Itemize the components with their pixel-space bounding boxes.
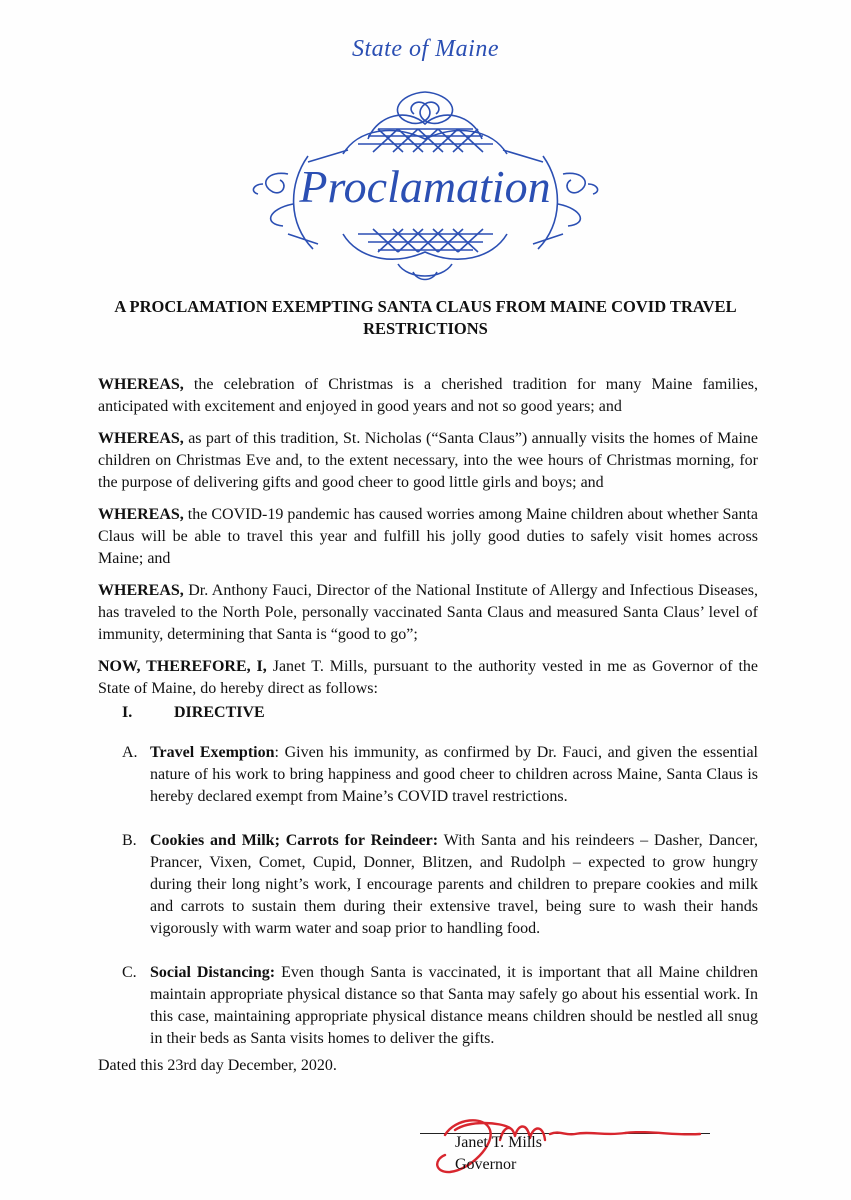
directive-item-c [122,962,758,1050]
signatory-role: Governor [455,1156,517,1173]
item-text: Even though Santa is vaccinated, it is important that all Maine children maintain appropriate physical distance so that Santa may safely go about his essential work. In this case, maintaining appropriate physical distance means children should be nestled all snug in their beds as Santa visits homes to deliver the gifts. [150,964,758,1047]
signatory-name: Janet T. Mills [455,1134,542,1151]
item-letter: B. [122,832,137,849]
paragraph-text: Dr. Anthony Fauci, Director of the National Institute of Allergy and Infectious Diseases, has traveled to the North Pole, personally vaccinated Santa Claus and measured Santa Claus’ level of immunity, determining that Santa is “good to go”; [98,582,758,643]
paragraph-keyword: WHEREAS, [98,376,184,393]
directive-heading: DIRECTIVE [174,704,265,721]
paragraph-keyword: WHEREAS, [98,430,184,447]
paragraph-text: Janet T. Mills, pursuant to the authority vested in me as Governor of the State of Maine, do hereby direct as follows: [98,658,759,697]
state-heading: State of Maine [352,36,499,62]
paragraph-keyword: WHEREAS, [98,506,184,523]
emblem-word: Proclamation [299,161,551,212]
paragraph-text: as part of this tradition, St. Nicholas (“Santa Claus”) annually visits the homes of Maine children on Christmas Eve and, to the extent necessary, into the wee hours of Christmas morning, for the purpose of delivering gifts and good cheer to good little girls and boys; and [98,430,758,491]
item-heading: Cookies and Milk; Carrots for Reindeer: [150,832,439,849]
whereas-paragraph-2 [98,428,758,494]
item-heading: Social Distancing: [150,964,276,981]
item-letter: A. [122,744,138,761]
directive-item-b [122,830,758,940]
directive-number: I. [122,704,133,721]
paragraph-keyword: NOW, THEREFORE, I, [98,658,267,675]
directive-item-a [122,742,758,808]
dated-line: Dated this 23rd day December, 2020. [98,1057,337,1074]
whereas-paragraph-3 [98,504,758,570]
item-text: With Santa and his reindeers – Dasher, Dancer, Prancer, Vixen, Comet, Cupid, Donner, Blitzen, and Rudolph – expected to grow hungry during their long night’s work, I encourage parents and children to prepare cookies and milk and carrots to sustain them during their extensive travel, being sure to wash their hands vigorously with warm water and soap prior to handling food. [150,832,759,937]
whereas-paragraph-1 [98,374,758,418]
item-letter: C. [122,964,137,981]
item-text: : Given his immunity, as confirmed by Dr. Fauci, and given the essential nature of his work to bring happiness and good cheer to children across Maine, Santa Claus is hereby declared exempt from Maine’s COVID travel restrictions. [150,744,758,805]
proclamation-emblem [248,84,603,284]
item-heading: Travel Exemption [150,744,275,761]
whereas-paragraph-4 [98,580,758,646]
paragraph-text: the celebration of Christmas is a cherished tradition for many Maine families, anticipated with excitement and enjoyed in good years and not so good years; and [98,376,758,415]
proclamation-title: A PROCLAMATION EXEMPTING SANTA CLAUS FROM MAINE COVID TRAVEL RESTRICTIONS [114,297,737,338]
now-therefore-paragraph [98,656,758,700]
paragraph-text: the COVID-19 pandemic has caused worries among Maine children about whether Santa Claus will be able to travel this year and fulfill his jolly good duties to safely visit homes across Maine; and [98,506,758,567]
paragraph-keyword: WHEREAS, [98,582,184,599]
